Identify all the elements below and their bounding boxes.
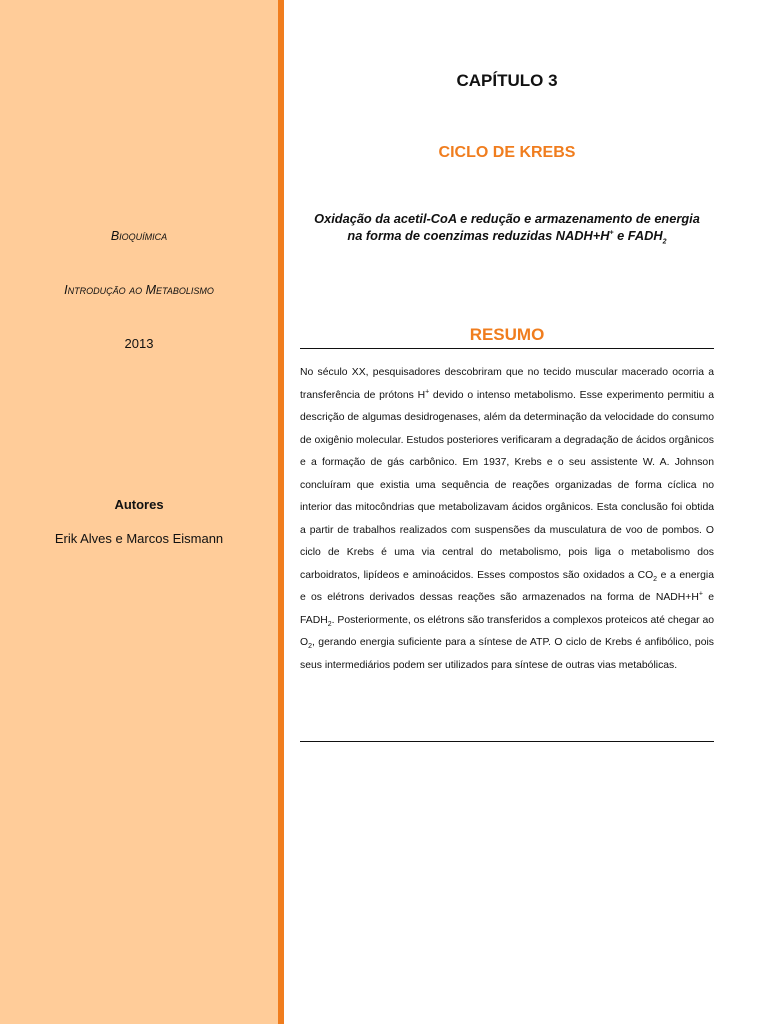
abstract-part-1: No século XX, pesquisadores descobriram que no tecido muscular macerado ocorria a transferência de prótons H (300, 367, 714, 401)
abstract-part-5: . Posteriormente, os elétrons são transferidos a complexos proteicos até chegar ao O (300, 614, 714, 648)
chapter-subtitle (296, 210, 718, 244)
authors-heading: Autores (114, 497, 164, 512)
abstract-heading: RESUMO (469, 325, 545, 344)
abstract-part-3: e a energia e os elétrons derivados dessas reações são armazenados na forma de NADH+H (300, 569, 714, 603)
sidebar-panel (0, 0, 278, 1024)
abstract-sub-3: 2 (308, 643, 312, 651)
abstract-sup-2: + (698, 590, 703, 598)
chapter-number: CAPÍTULO 3 (456, 71, 558, 90)
abstract-top-rule (300, 348, 714, 349)
subtitle-sub: 2 (662, 238, 667, 246)
course-label: Introdução ao Metabolismo (64, 283, 214, 297)
authors-names: Erik Alves e Marcos Eismann (54, 531, 224, 546)
abstract-part-4: e FADH (300, 592, 714, 626)
subtitle-sup: + (609, 229, 614, 237)
year-label: 2013 (124, 336, 154, 351)
abstract-part-6: , gerando energia suficiente para a síntese de ATP. O ciclo de Krebs é anfibólico, pois seus intermediários podem ser utilizados para síntese de outras vias metabólicas. (300, 637, 714, 671)
abstract-sup-1: + (425, 388, 430, 396)
chapter-title: CICLO DE KREBS (438, 144, 576, 161)
subject-label: Bioquímica (110, 229, 168, 243)
subtitle-line1: Oxidação da acetil-CoA e redução e armazenamento de energia (314, 211, 700, 226)
subtitle-line2-a: na forma de coenzimas reduzidas NADH+H (347, 228, 610, 243)
abstract-sub-2: 2 (327, 620, 332, 628)
main-content (284, 0, 768, 1024)
abstract-sub-1: 2 (653, 575, 658, 583)
abstract-text (300, 362, 714, 677)
abstract-bottom-rule (300, 741, 714, 742)
subtitle-line2-b: e FADH (613, 228, 663, 243)
abstract-part-2: devido o intenso metabolismo. Esse experimento permitiu a descrição de algumas desidrogenases, além da determinação da velocidade do consumo de oxigênio molecular. Estudos posteriores verificaram a degradação de ácidos orgânicos e a formação de gás carbônico. Em 1937, Krebs e o seu assistente W. A. Johnson concluíram que existia uma sequência de reações organizadas de forma cíclica no interior das mitocôndrias que metabolizavam ácidos orgânicos. Esta conclusão foi obtida a partir de trabalhos realizados com suspensões da musculatura de voo de pombos. O ciclo de Krebs é uma via central do metabolismo, pois liga o metabolismo dos carboidratos, lipídeos e aminoácidos. Esses compostos são oxidados a CO (300, 389, 714, 581)
